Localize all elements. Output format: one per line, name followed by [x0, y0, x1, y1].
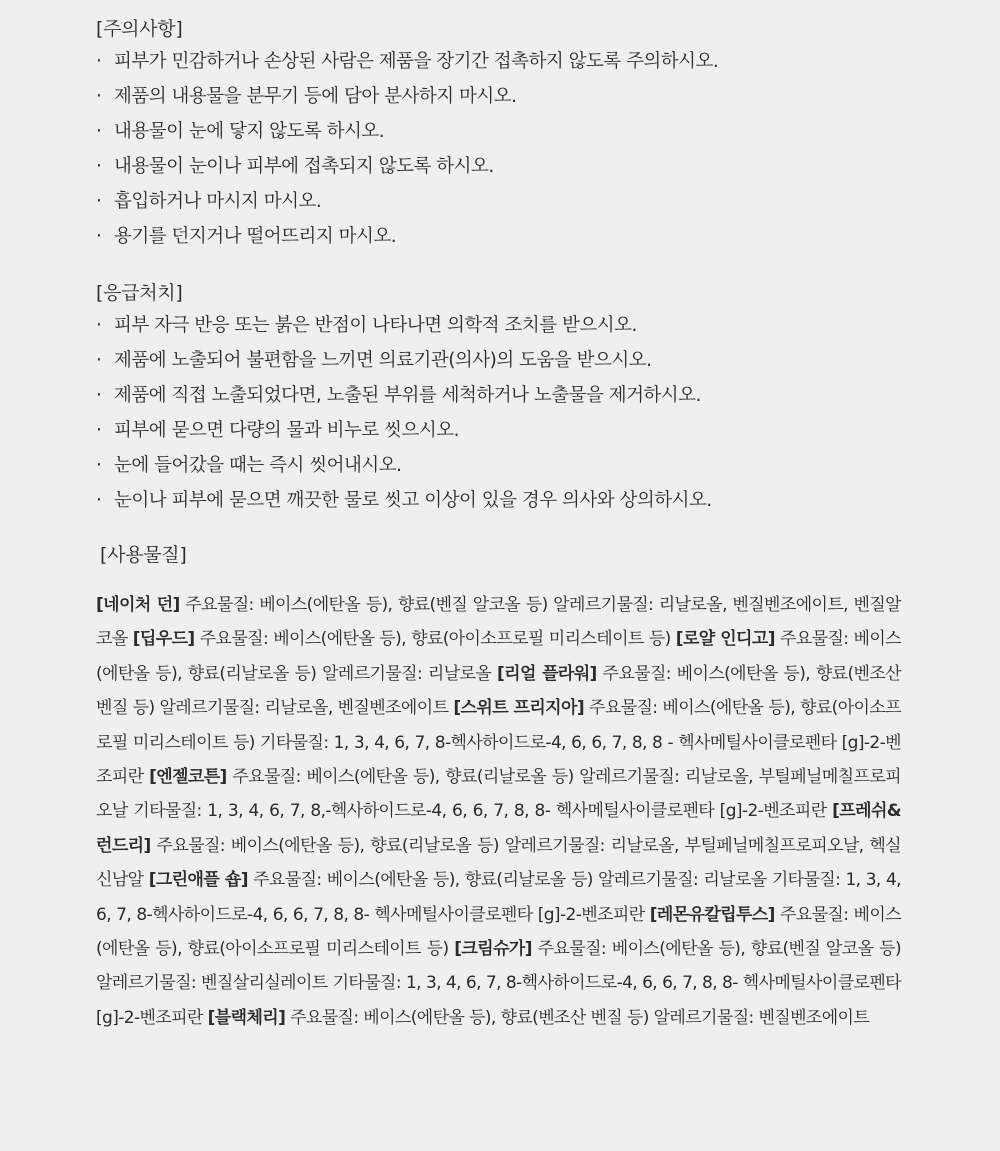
product-description: 주요물질: 베이스(에탄올 등), 향료(벤질 알코올 등) 알레르기물질: 벤질살리실레이트 기타물질: 1, 3, 4, 6, 7, 8-헥사하이드로-4, 6, 6, 7, 8, 8- 헥사메틸사이클로펜타 [g]-2-벤조피란 [96, 939, 901, 1028]
list-item [96, 44, 900, 79]
product-name: [크림슈가] [454, 939, 532, 960]
bullet-icon: · [96, 191, 102, 212]
product-name: [그린애플 숍] [148, 870, 248, 891]
product-name: [네이처 던] [96, 595, 180, 615]
list-item [96, 114, 900, 149]
substances-title: [사용물질] [100, 544, 187, 566]
bullet-icon: · [96, 86, 102, 107]
product-name: [로얄 인디고] [675, 629, 775, 650]
product-description: 주요물질: 베이스(에탄올 등), 향료(벤조산 벤질 등) 알레르기물질: 리날로올, 벤질벤조에이트 [96, 663, 901, 719]
list-item [96, 413, 900, 448]
list-item [96, 79, 900, 114]
first-aid-text: 눈이나 피부에 묻으면 깨끗한 물로 씻고 이상이 있을 경우 의사와 상의하시오. [114, 490, 712, 511]
bullet-icon: · [96, 455, 102, 476]
ingredients-paragraph [96, 588, 901, 1035]
product-name: [딥우드] [132, 629, 195, 650]
list-item [96, 149, 900, 184]
product-name: [프레쉬&런드리] [96, 801, 901, 856]
first-aid-list [96, 308, 900, 518]
first-aid-title: [응급처치] [96, 282, 183, 304]
product-name: [리얼 플라워] [496, 663, 597, 684]
bullet-icon: · [96, 350, 102, 371]
precautions-title: [주의사항] [96, 18, 183, 40]
product-description: 주요물질: 베이스(에탄올 등), 향료(리날로올 등) 알레르기물질: 리날로올, 부틸페닐메칠프로피오날 기타물질: 1, 3, 4, 6, 7, 8,-헥사하이드로-4, 6, 6, 7, 8, 8- 헥사메틸사이클로펜타 [g]-2-벤조피란 [96, 767, 901, 822]
list-item [96, 308, 900, 343]
product-name: [스위트 프리지아] [453, 698, 584, 719]
precautions-list [96, 44, 900, 254]
precaution-text: 용기를 던지거나 떨어뜨리지 마시오. [114, 226, 397, 247]
product-description: 주요물질: 베이스(에탄올 등), 향료(벤조산 벤질 등) 알레르기물질: 벤질벤조에이트 [285, 1007, 870, 1028]
first-aid-text: 제품에 노출되어 불편함을 느끼면 의료기관(의사)의 도움을 받으시오. [114, 350, 652, 371]
product-description: 주요물질: 베이스(에탄올 등), 향료(아이소프로필 미리스테이트 등) 기타물질: 1, 3, 4, 6, 7, 8-헥사하이드로-4, 6, 6, 7, 8, 8 - 헥사메틸사이클로펜타 [g]-2-벤조피란 [96, 698, 901, 788]
list-item [96, 184, 900, 219]
product-name: [블랙체리] [207, 1007, 286, 1028]
first-aid-text: 피부 자극 반응 또는 붉은 반점이 나타나면 의학적 조치를 받으시오. [114, 315, 637, 336]
product-description: 주요물질: 베이스(에탄올 등), 향료(아이소프로필 미리스테이트 등) [96, 904, 901, 960]
product-description: 주요물질: 베이스(에탄올 등), 향료(리날로올 등) 알레르기물질: 리날로올 [96, 629, 901, 684]
product-description: 주요물질: 베이스(에탄올 등), 향료(리날로올 등) 알레르기물질: 리날로올, 부틸페닐메칠프로피오날, 헥실신남알 [96, 835, 901, 891]
bullet-icon: · [96, 51, 102, 72]
list-item [96, 483, 900, 518]
list-item [96, 219, 900, 254]
precaution-text: 흡입하거나 마시지 마시오. [114, 191, 322, 212]
first-aid-text: 피부에 묻으면 다량의 물과 비누로 씻으시오. [114, 420, 459, 441]
product-description: 주요물질: 베이스(에탄올 등), 향료(벤질 알코올 등) 알레르기물질: 리날로올, 벤질벤조에이트, 벤질알코올 [96, 595, 901, 650]
bullet-icon: · [96, 385, 102, 406]
bullet-icon: · [96, 420, 102, 441]
product-description: 주요물질: 베이스(에탄올 등), 향료(아이소프로필 미리스테이트 등) [194, 629, 676, 650]
product-name: [엔젤코튼] [149, 767, 227, 788]
precaution-text: 피부가 민감하거나 손상된 사람은 제품을 장기간 접촉하지 않도록 주의하시오. [114, 51, 719, 72]
list-item [96, 378, 900, 413]
bullet-icon: · [96, 226, 102, 247]
bullet-icon: · [96, 315, 102, 336]
bullet-icon: · [96, 156, 102, 177]
list-item [96, 343, 900, 378]
bullet-icon: · [96, 490, 102, 511]
precaution-text: 제품의 내용물을 분무기 등에 담아 분사하지 마시오. [114, 86, 517, 107]
product-description: 주요물질: 베이스(에탄올 등), 향료(리날로올 등) 알레르기물질: 리날로올 기타물질: 1, 3, 4, 6, 7, 8-헥사하이드로-4, 6, 6, 7, 8, 8- 헥사메틸사이클로펜타 [g]-2-벤조피란 [96, 870, 901, 925]
precaution-text: 내용물이 눈에 닿지 않도록 하시오. [114, 121, 385, 142]
bullet-icon: · [96, 121, 102, 142]
precaution-text: 내용물이 눈이나 피부에 접촉되지 않도록 하시오. [114, 156, 494, 177]
first-aid-text: 제품에 직접 노출되었다면, 노출된 부위를 세척하거나 노출물을 제거하시오. [114, 385, 701, 406]
first-aid-text: 눈에 들어갔을 때는 즉시 씻어내시오. [114, 455, 402, 476]
product-name: [레몬유칼립투스] [649, 904, 775, 925]
list-item [96, 448, 900, 483]
